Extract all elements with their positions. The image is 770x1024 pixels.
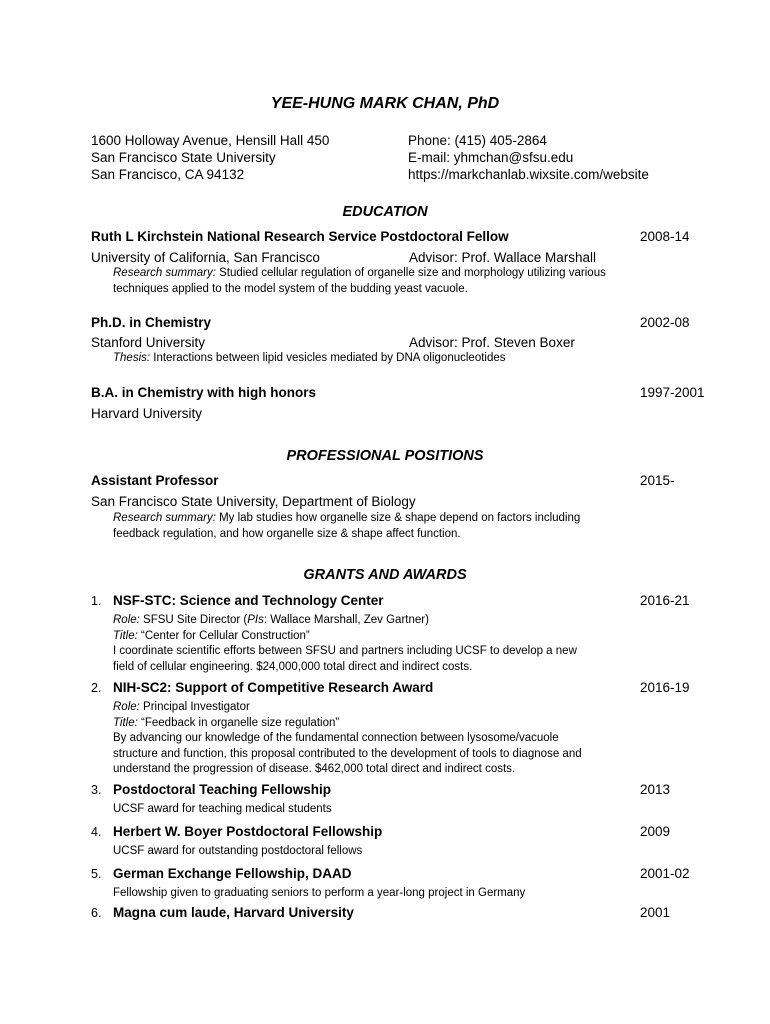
summary-label: Research summary: — [113, 267, 216, 279]
role-label: Role: — [113, 614, 140, 626]
grant-description: Fellowship given to graduating seniors to perform a year-long project in Germany — [113, 887, 526, 899]
grant-title: German Exchange Fellowship, DAAD — [113, 866, 352, 881]
section-heading-positions: PROFESSIONAL POSITIONS — [286, 448, 484, 464]
entry-years: 1997-2001 — [640, 385, 705, 400]
grant-description: UCSF award for outstanding postdoctoral fellows — [113, 845, 363, 857]
grant-years: 2013 — [640, 782, 671, 797]
entry-years: 2002-08 — [640, 315, 690, 330]
email: E-mail: yhmchan@sfsu.edu — [408, 150, 574, 165]
role-text: SFSU Site Director ( — [139, 614, 248, 626]
role-text: Principal Investigator — [139, 701, 250, 713]
grant-title: NIH-SC2: Support of Competitive Research Award — [113, 680, 434, 695]
title-text: “Center for Cellular Construction” — [137, 629, 310, 642]
grant-title: NSF-STC: Science and Technology Center — [113, 593, 384, 608]
title-label: Title: — [113, 629, 138, 642]
grant-details — [113, 700, 582, 778]
entry-years: 2008-14 — [640, 229, 690, 244]
summary-text: Interactions between lipid vesicles mediated by DNA oligonucleotides — [150, 352, 506, 364]
role-label: Role: — [113, 701, 140, 713]
summary-text: My lab studies how organelle size & shape depend on factors including — [215, 512, 581, 524]
entry-advisor: Advisor: Prof. Steven Boxer — [409, 335, 575, 350]
grant-years: 2016-21 — [640, 593, 690, 608]
entry-institution: Stanford University — [91, 335, 206, 350]
summary-text: feedback regulation, and how organelle size & shape affect function. — [113, 527, 461, 540]
grant-years: 2009 — [640, 824, 671, 839]
grant-description: understand the progression of disease. $462,000 total direct and indirect costs. — [113, 763, 516, 775]
entry-summary — [113, 351, 506, 367]
list-number: 2. — [91, 681, 102, 695]
phone: Phone: (415) 405-2864 — [408, 133, 547, 148]
grant-description: structure and function, this proposal contributed to the development of tools to diagnose and — [113, 747, 582, 760]
entry-institution: San Francisco State University, Department of Biology — [91, 494, 416, 509]
entry-summary — [113, 266, 606, 297]
title-text: “Feedback in organelle size regulation” — [137, 716, 340, 729]
entry-title: Ph.D. in Chemistry — [91, 315, 212, 330]
entry-years: 2015- — [640, 473, 675, 488]
grant-description: By advancing our knowledge of the fundamental connection between lysosome/vacuole — [113, 732, 559, 744]
summary-text: Studied cellular regulation of organelle size and morphology utilizing various — [215, 267, 606, 279]
website-link[interactable]: https://markchanlab.wixsite.com/website — [408, 167, 649, 182]
list-number: 4. — [91, 825, 102, 839]
role-text: : Wallace Marshall, Zev Gartner) — [263, 614, 429, 626]
grant-title: Herbert W. Boyer Postdoctoral Fellowship — [113, 824, 383, 839]
title-label: Title: — [113, 716, 138, 729]
grant-description: I coordinate scientific efforts between SFSU and partners including UCSF to develop a new — [113, 645, 577, 657]
entry-institution: Harvard University — [91, 406, 203, 421]
grant-years: 2001 — [640, 905, 671, 920]
grant-title: Postdoctoral Teaching Fellowship — [113, 782, 332, 797]
contact-block — [408, 132, 649, 183]
grant-years: 2001-02 — [640, 866, 690, 881]
address-line: San Francisco, CA 94132 — [91, 167, 245, 182]
section-heading-education: EDUCATION — [342, 204, 428, 220]
entry-title: B.A. in Chemistry with high honors — [91, 385, 317, 400]
entry-title: Assistant Professor — [91, 473, 219, 488]
summary-label: Research summary: — [113, 512, 216, 524]
grant-years: 2016-19 — [640, 680, 690, 695]
list-number: 6. — [91, 906, 102, 920]
pis-label: PIs — [247, 614, 264, 626]
summary-label: Thesis: — [113, 352, 151, 364]
grant-description: field of cellular engineering. $24,000,000 total direct and indirect costs. — [113, 660, 473, 673]
entry-institution: University of California, San Francisco — [91, 250, 320, 265]
address-line: San Francisco State University — [91, 150, 276, 165]
grant-description: UCSF award for teaching medical students — [113, 803, 332, 815]
list-number: 3. — [91, 783, 102, 797]
list-number: 1. — [91, 594, 102, 608]
grant-details — [113, 613, 577, 675]
entry-title: Ruth L Kirchstein National Research Service Postdoctoral Fellow — [91, 229, 509, 244]
page-title: YEE-HUNG MARK CHAN, PhD — [270, 95, 500, 112]
entry-advisor: Advisor: Prof. Wallace Marshall — [409, 250, 597, 265]
grant-title: Magna cum laude, Harvard University — [113, 905, 354, 920]
list-number: 5. — [91, 867, 102, 881]
section-heading-grants: GRANTS AND AWARDS — [303, 567, 467, 583]
address-block — [91, 132, 329, 183]
entry-summary — [113, 511, 580, 542]
address-line: 1600 Holloway Avenue, Hensill Hall 450 — [91, 133, 330, 148]
summary-text: techniques applied to the model system of the budding yeast vacuole. — [113, 282, 468, 295]
